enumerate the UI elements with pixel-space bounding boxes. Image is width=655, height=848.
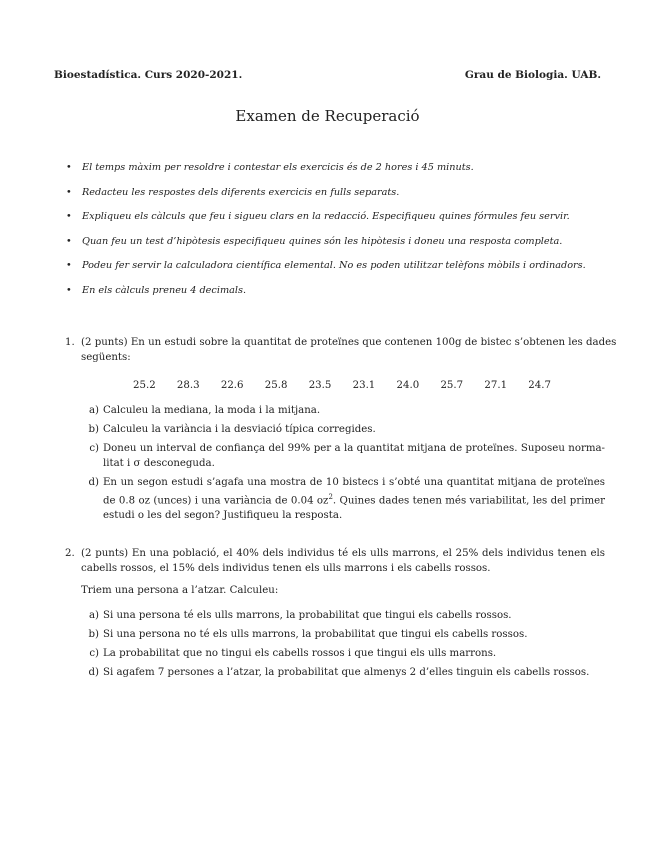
bullet-icon: • (66, 186, 72, 198)
sub-question-letter: c) (89, 648, 99, 659)
question-2-parts (81, 608, 605, 680)
question-1-parts (81, 403, 605, 523)
sub-question-letter: b) (88, 629, 99, 640)
header-degree: Grau de Biologia. UAB. (464, 69, 601, 81)
instruction-text: En els càlculs preneu 4 decimals. (82, 284, 247, 296)
sub-question-text: Doneu un interval de confiança del 99% per a la quantitat mitjana de proteïnes. Suposeu norma- (103, 443, 605, 454)
question-number: 2. (65, 548, 75, 559)
sub-question-letter: d) (88, 477, 99, 488)
sub-question-text: La probabilitat que no tingui els cabells rossos i que tingui els ulls marrons. (103, 648, 497, 659)
sub-question (81, 646, 605, 661)
instruction-text: El temps màxim per resoldre i contestar els exercicis és de 2 hores i 45 minuts. (82, 162, 474, 173)
header-course: Bioestadística. Curs 2020-2021. (54, 69, 243, 81)
data-value: 28.3 (176, 380, 200, 391)
sub-question (81, 627, 605, 642)
sub-question-text: Si una persona té els ulls marrons, la probabilitat que tingui els cabells rossos. (103, 610, 512, 621)
sub-question-letter: a) (88, 610, 99, 621)
bullet-icon: • (66, 235, 72, 247)
instruction-item (66, 161, 611, 186)
bullet-icon: • (66, 211, 72, 222)
sub-question-text: Si una persona no té els ulls marrons, la probabilitat que tingui els cabells rossos. (103, 629, 528, 640)
question-number: 1. (65, 337, 75, 348)
sub-question-letter: d) (88, 667, 99, 678)
question-2-stem (65, 546, 605, 576)
bullet-icon: • (66, 284, 72, 296)
superscript: 2 (328, 493, 333, 501)
sub-question (81, 441, 605, 471)
instruction-item (66, 284, 611, 309)
sub-question-letter: b) (88, 424, 99, 435)
sub-question (81, 403, 605, 418)
data-value: 25.8 (264, 380, 288, 391)
page-title: Examen de Recuperació (235, 107, 420, 125)
text-segment: . Quines dades tenen més variabilitat, les del primer (332, 495, 606, 507)
question-1 (65, 335, 617, 527)
sub-question-letter: a) (88, 405, 99, 416)
data-value: 25.7 (440, 380, 464, 391)
sub-question (81, 608, 605, 623)
sub-question (81, 475, 605, 523)
sub-question-text (103, 490, 605, 508)
stem-line: (2 punts) En una població, el 40% dels individus té els ulls marrons, el 25% dels individus tenen els (81, 548, 605, 559)
sub-question-text: estudi o les del segon? Justifiqueu la resposta. (103, 510, 343, 522)
instruction-item (66, 186, 611, 211)
question-1-stem (65, 335, 617, 365)
sub-question-text: Calculeu la mediana, la moda i la mitjana. (103, 405, 321, 416)
bullet-icon: • (66, 162, 72, 173)
sub-question-text: En un segon estudi s’agafa una mostra de 10 bistecs i s’obté una quantitat mitjana de proteïnes (103, 477, 605, 488)
instruction-item (66, 210, 611, 235)
sub-question-text: Si agafem 7 persones a l’atzar, la probabilitat que almenys 2 d’elles tinguin els cabells rossos. (103, 667, 590, 678)
sub-question-text: litat i σ desconeguda. (103, 458, 215, 469)
data-value: 23.5 (308, 380, 332, 391)
stem-line: cabells rossos, el 15% dels individus tenen els ulls marrons i els cabells rossos. (81, 563, 491, 574)
instruction-text: Expliqueu els càlculs que feu i sigueu clars en la redacció. Especifiqueu quines fórmules feu servir. (82, 211, 570, 222)
sub-question (81, 422, 605, 437)
instruction-item (66, 235, 611, 260)
stem-line: (2 punts) En un estudi sobre la quantitat de proteïnes que contenen 100g de bistec s’obtenen les dades (81, 337, 617, 348)
sub-question (81, 665, 605, 680)
data-value: 22.6 (220, 380, 244, 391)
question-2-intro: Triem una persona a l’atzar. Calculeu: (81, 585, 279, 596)
data-value: 23.1 (352, 380, 376, 391)
instruction-item (66, 259, 611, 284)
data-values-row (133, 378, 551, 393)
bullet-icon: • (66, 260, 72, 271)
instruction-text: Podeu fer servir la calculadora científica elemental. No es poden utilitzar telèfons mòbils i ordinadors. (82, 260, 586, 271)
data-value: 27.1 (484, 380, 508, 391)
sub-question-letter: c) (89, 443, 99, 454)
data-value: 24.0 (396, 380, 420, 391)
instruction-text: Quan feu un test d’hipòtesis especifiqueu quines són les hipòtesis i doneu una resposta completa. (82, 235, 563, 247)
instructions-list (66, 161, 611, 308)
sub-question-text: Calculeu la variància i la desviació típica corregides. (103, 424, 376, 435)
data-value: 25.2 (133, 380, 156, 391)
data-value: 24.7 (528, 380, 551, 391)
instruction-text: Redacteu les respostes dels diferents exercicis en fulls separats. (82, 186, 400, 198)
question-2 (65, 546, 605, 684)
text-segment: de 0.8 oz (unces) i una variància de 0.04 oz (103, 495, 329, 507)
stem-line: següents: (81, 352, 131, 363)
